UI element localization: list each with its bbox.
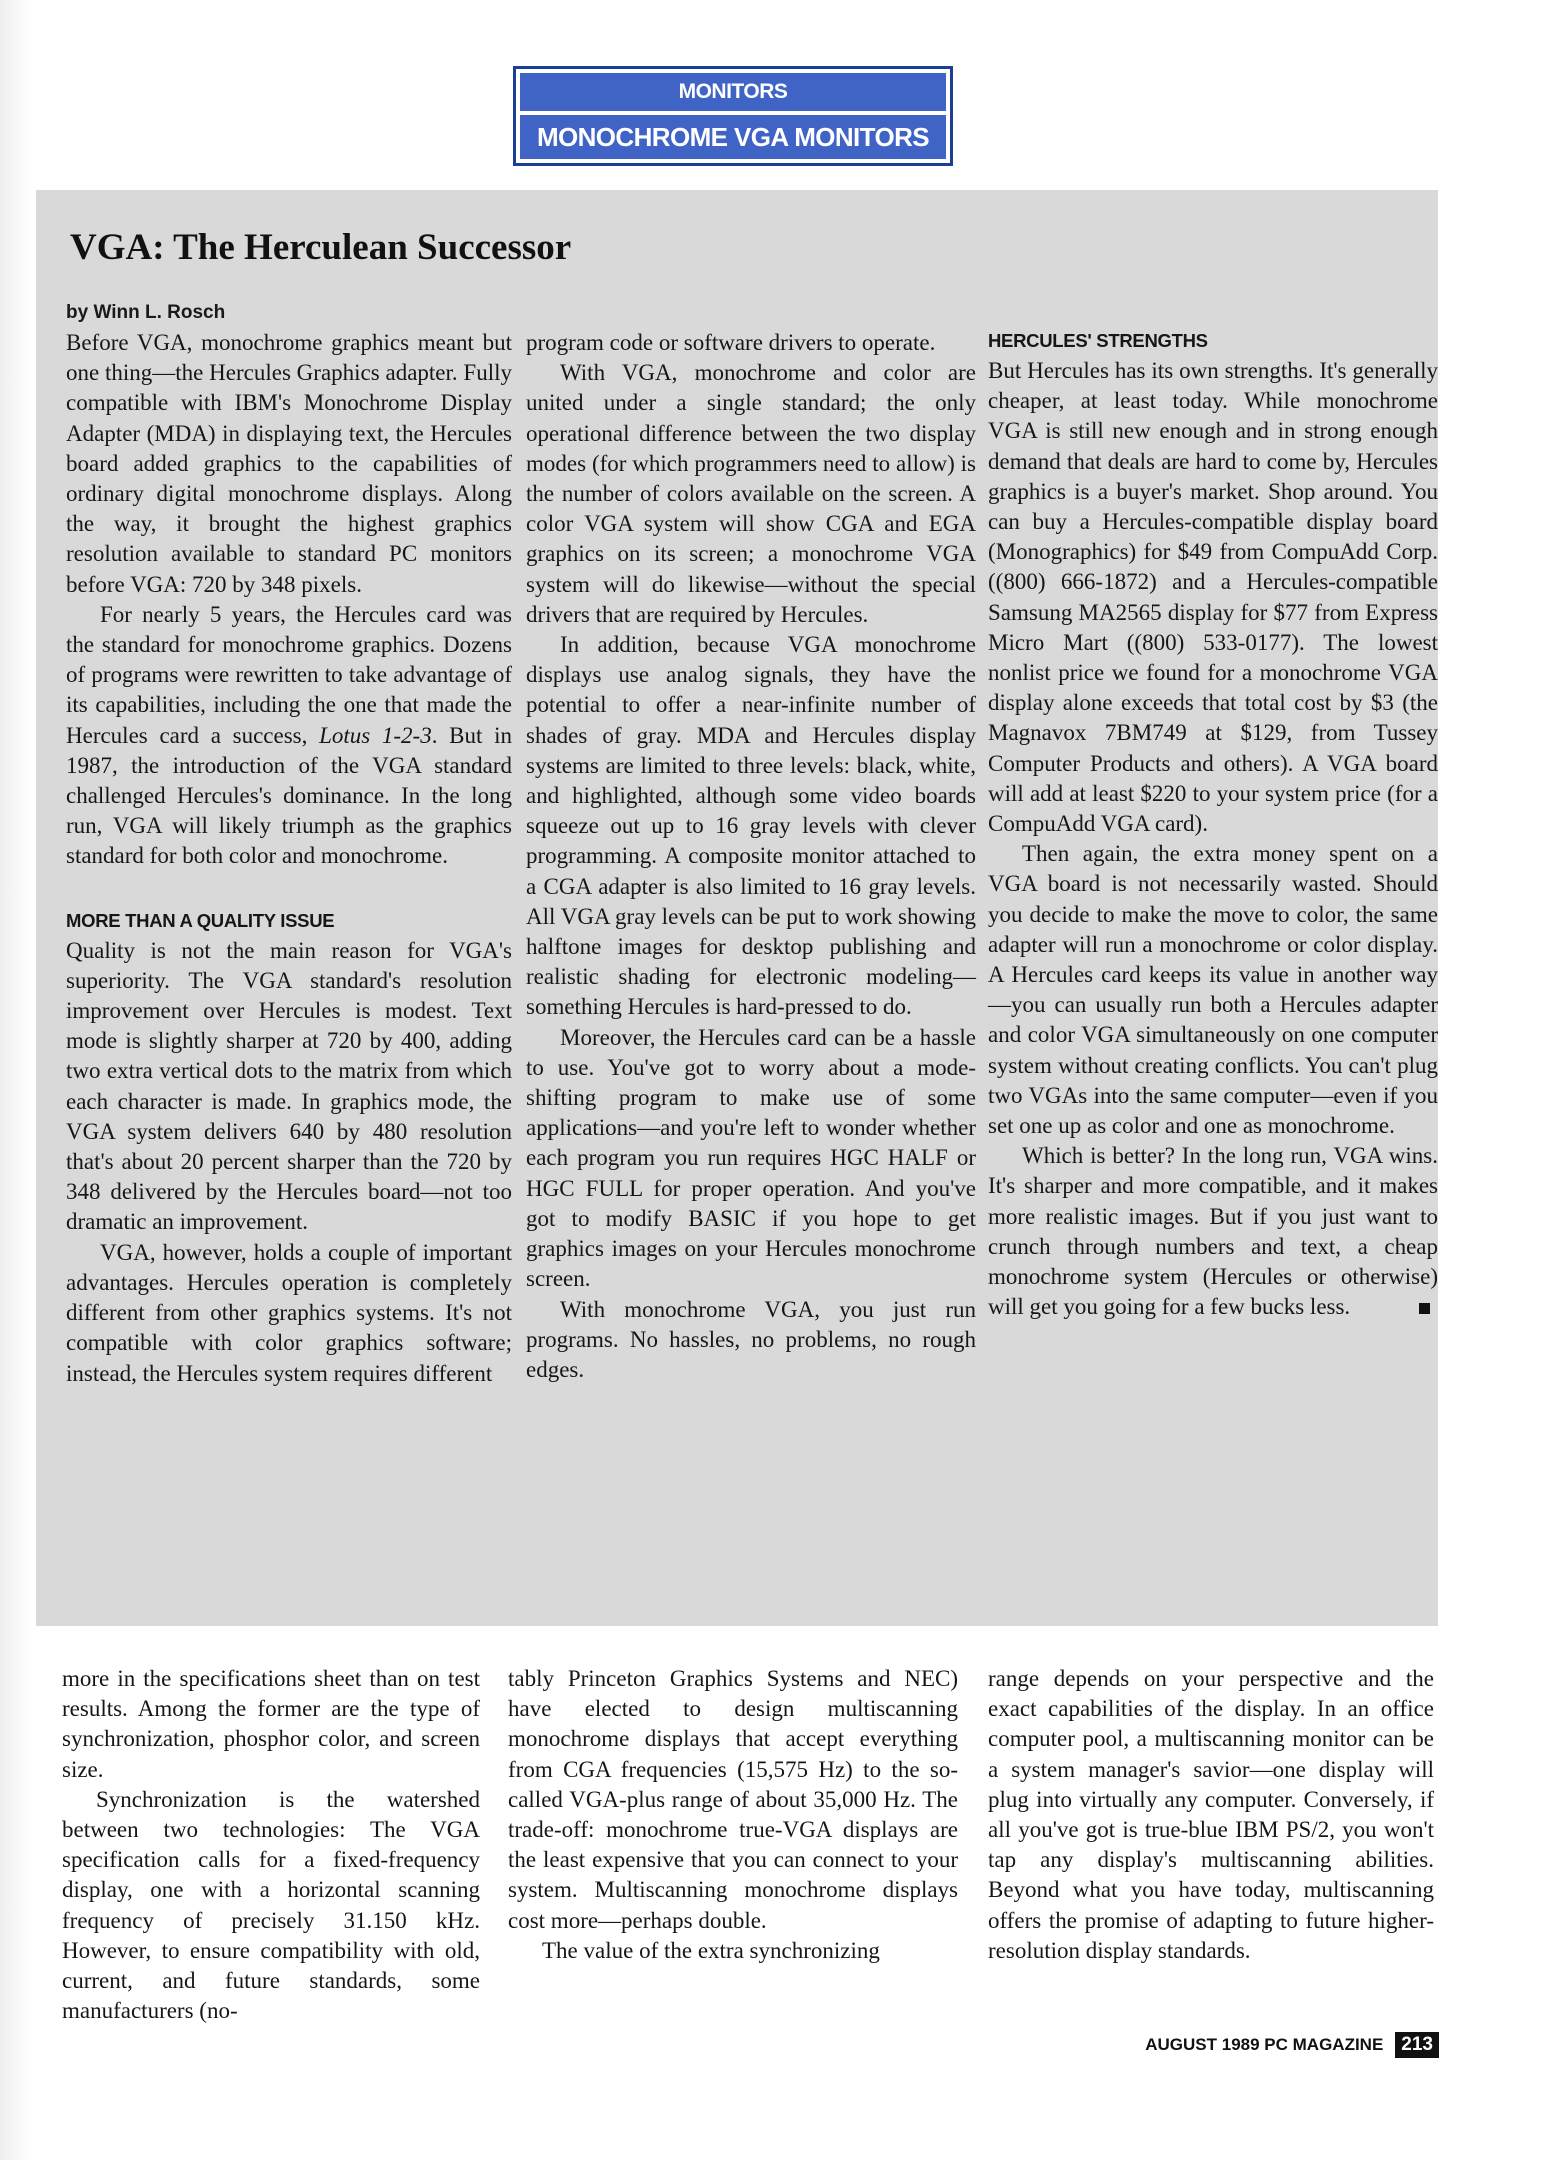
paragraph: With monochrome VGA, you just run programs. No hassles, no problems, no rough edges. (526, 1296, 976, 1382)
paragraph: Before VGA, monochrome graphics meant but one thing—the Hercules Graphics adapter. Fully compatible with IBM's Monochrome Display Adapter (MDA) in displaying text, the Hercules board added graphics to the capabilities of ordinary digital monochrome displays. Along the way, it brought the highest graphics resolution available to standard PC monitors before VGA: 720 by 348 pixels. (66, 330, 512, 597)
sidebar-column-1 (66, 328, 512, 1389)
paragraph-text: . But in 1987, the introduction of the VGA standard challenged Hercules's dominance. In the long run, VGA will likely triumph as the graphics standard for both color and monochrome. (66, 722, 512, 869)
page-number: 213 (1395, 2032, 1439, 2058)
article-column-1 (62, 1664, 480, 2026)
subsection-label: MONOCHROME VGA MONITORS (520, 115, 946, 159)
paragraph: In addition, because VGA monochrome displays use analog signals, they have the potential to offer a near-infinite number of shades of gray. MDA and Hercules display systems are limited to three levels: black, white, and highlighted, although some video boards squeeze out up to 16 gray levels with clever programming. A composite monitor attached to a CGA adapter is also limited to 16 gray levels. All VGA gray levels can be put to work showing halftone images for desktop publishing and realistic shading for electronic modeling—something Hercules is hard-pressed to do. (526, 632, 976, 1020)
subheading: MORE THAN A QUALITY ISSUE (66, 909, 335, 931)
scan-edge (0, 0, 30, 2160)
end-of-article-mark (1419, 1303, 1430, 1314)
paragraph (66, 600, 512, 872)
sidebar-column-2 (526, 328, 976, 1385)
sidebar-title: VGA: The Herculean Successor (70, 227, 572, 268)
issue-line: AUGUST 1989 PC MAGAZINE (1145, 2035, 1384, 2054)
sidebar-box (36, 190, 1438, 1626)
paragraph-text: Which is better? In the long run, VGA wins. It's sharper and more compatible, and it makes more realistic images. But if you just want to crunch through numbers and text, a cheap monochrome system (Hercules or otherwise) will get you going for a few bucks less. (988, 1143, 1438, 1320)
paragraph: Synchronization is the watershed between two technologies: The VGA specification calls for a fixed-frequency display, one with a horizontal scanning frequency of precisely 31.150 kHz. However, to ensure compatibility with old, current, and future standards, some manufacturers (no- (62, 1786, 480, 2024)
subheading: HERCULES' STRENGTHS (988, 330, 1208, 351)
paragraph: Then again, the extra money spent on a VGA board is not necessarily wasted. Should you decide to make the move to color, the same adapter will run a monochrome or color display. A Hercules card keeps its value in another way—you can usually run both a Hercules adapter and color VGA simultaneously on one computer system without creating conflicts. You can't plug two VGAs into the same computer—even if you set one up as color and one as monochrome. (988, 841, 1438, 1139)
paragraph: The value of the extra synchronizing (542, 1937, 880, 1963)
paragraph-text: For nearly 5 years, the Hercules card was the standard for monochrome graphics. Dozens of programs were rewritten to take advantage of its capabilities, including the one that made the Hercules card a success, (66, 601, 512, 748)
italic-title: Lotus 1-2-3 (319, 722, 432, 748)
byline: by Winn L. Rosch (66, 302, 226, 323)
paragraph (988, 1141, 1438, 1322)
paragraph: range depends on your perspective and the exact capabilities of the display. In an office computer pool, a multiscanning monitor can be a system manager's savior—one display will plug into virtually any computer. Conversely, if all you've got is true-blue IBM PS/2, you won't tap any display's multiscanning abilities. Beyond what you have today, multiscanning offers the promise of adapting to future higher-resolution display standards. (988, 1666, 1434, 1963)
article-column-2 (508, 1664, 958, 1966)
sidebar-column-3 (988, 328, 1438, 1323)
paragraph: program code or software drivers to operate. (526, 330, 936, 355)
paragraph: But Hercules has its own strengths. It's generally cheaper, at least today. While monochrome VGA is still new enough and in strong enough demand that deals are hard to come by, Hercules graphics is a buyer's market. Shop around. You can buy a Hercules-compatible display board (Monographics) for $49 from CompuAdd Corp. ((800) 666-1872) and a Hercules-compatible Samsung MA2565 display for $77 from Express Micro Mart ((800) 533-0177). The lowest nonlist price we found for a monochrome VGA display alone exceeds that total cost by $3 (the Magnavox 7BM749 at $129, from Tussey Computer Products and others). A VGA board will add at least $220 to your system price (for a CompuAdd VGA card). (988, 358, 1438, 837)
section-header (513, 66, 953, 166)
paragraph: VGA, however, holds a couple of important advantages. Hercules operation is completely different from other graphics systems. It's not compatible with color graphics software; instead, the Hercules system requires different (66, 1239, 512, 1386)
paragraph: Quality is not the main reason for VGA's superiority. The VGA standard's resolution improvement over Hercules is modest. Text mode is slightly sharper at 720 by 400, adding two extra vertical dots to the matrix from which each character is made. In graphics mode, the VGA system delivers 640 by 480 resolution that's about 20 percent sharper than the 720 by 348 delivered by the Hercules board—not too dramatic an improvement. (66, 937, 512, 1235)
article-column-3 (988, 1664, 1434, 1966)
paragraph: tably Princeton Graphics Systems and NEC) have elected to design multiscanning monochrome displays that accept everything from CGA frequencies (15,575 Hz) to the so-called VGA-plus range of about 35,000 Hz. The trade-off: monochrome true-VGA displays are the least expensive that you can connect to your system. Multiscanning monochrome displays cost more—perhaps double. (508, 1666, 958, 1933)
page-footer (1145, 2032, 1439, 2058)
paragraph: With VGA, monochrome and color are united under a single standard; the only operational difference between the two display modes (for which programmers need to allow) is the number of colors available on the screen. A color VGA system will show CGA and EGA graphics on its screen; a monochrome VGA system will do likewise—without the special drivers that are required by Hercules. (526, 360, 976, 627)
paragraph: Moreover, the Hercules card can be a hassle to use. You've got to worry about a mode-shifting program to make use of some applications—and you're left to wonder whether each program you run requires HGC HALF or HGC FULL for proper operation. And you've got to modify BASIC if you hope to get graphics images on your Hercules monochrome screen. (526, 1024, 976, 1292)
section-label: MONITORS (520, 73, 946, 111)
paragraph: more in the specifications sheet than on test results. Among the former are the type of synchronization, phosphor color, and screen size. (62, 1666, 480, 1782)
